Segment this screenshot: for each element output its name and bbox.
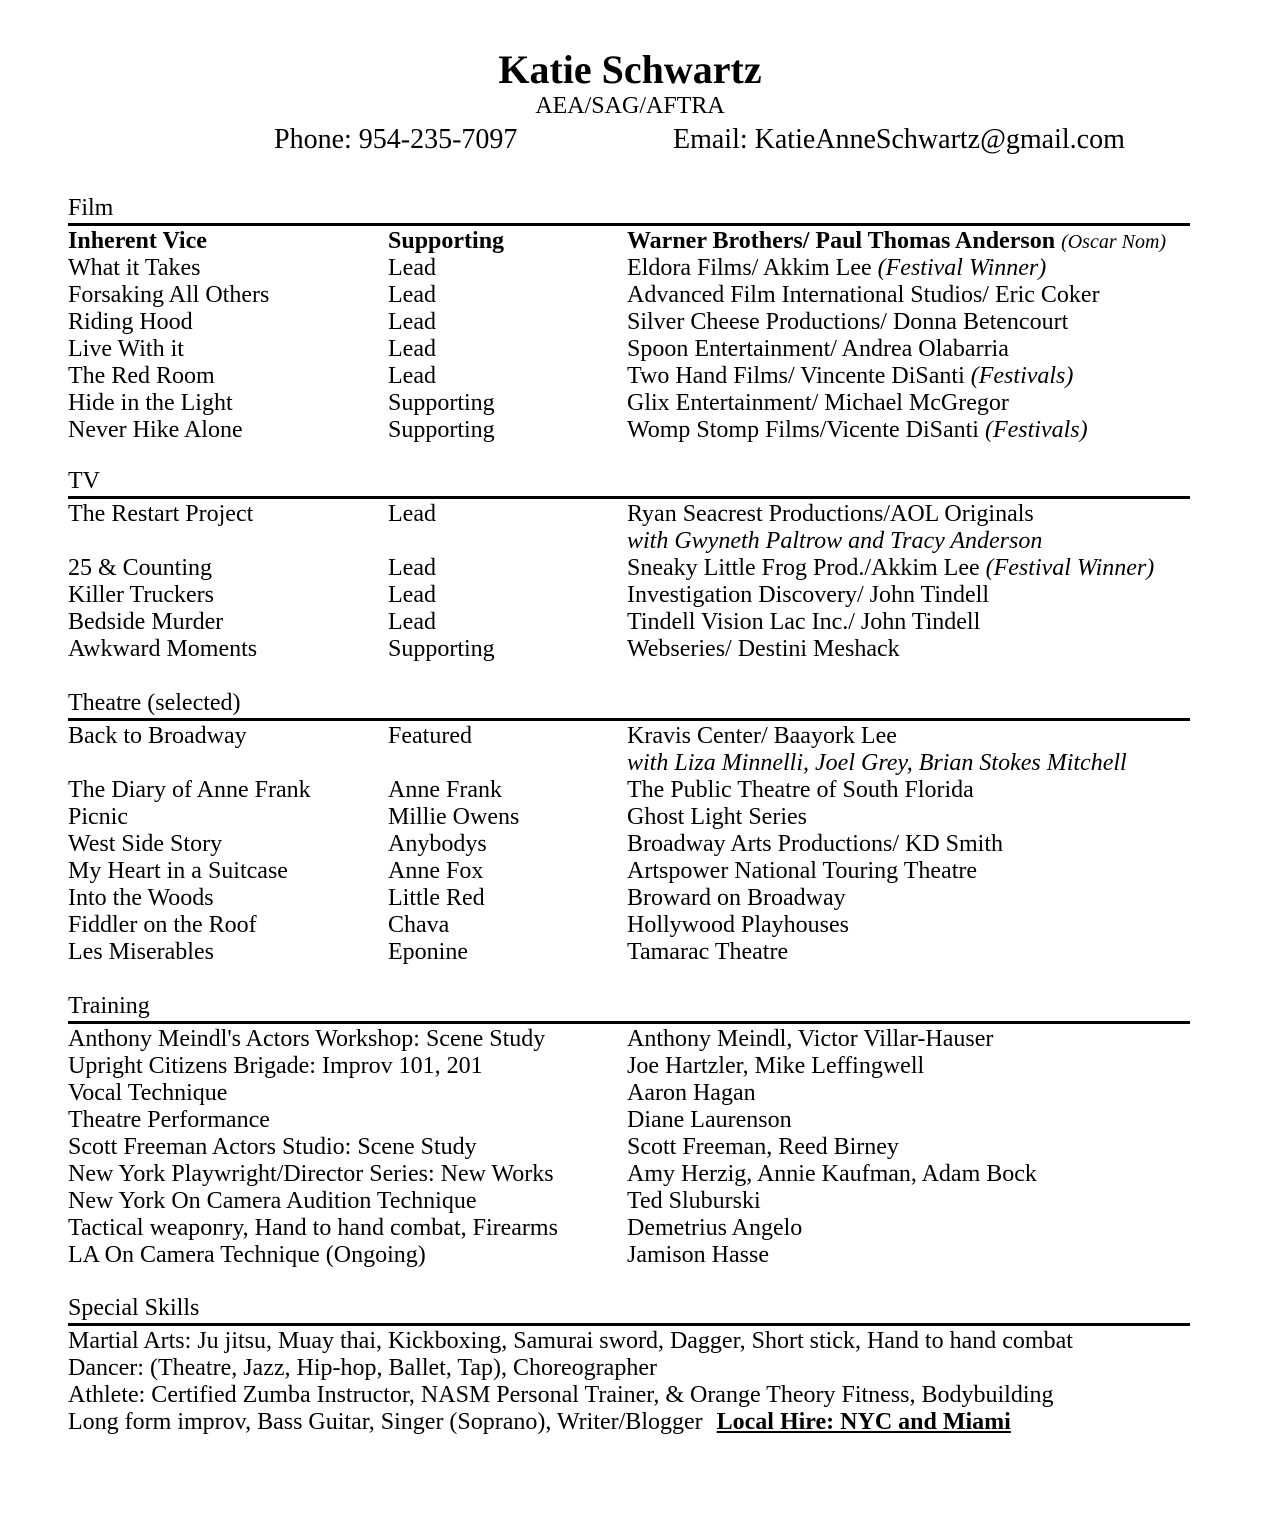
training-course: Theatre Performance <box>68 1107 270 1133</box>
credit-title: Forsaking All Others <box>68 282 270 308</box>
section-divider <box>68 496 1190 499</box>
credit-note: (Festivals) <box>970 363 1074 389</box>
theatre-row <box>68 804 1190 831</box>
credit-role: Lead <box>388 336 436 362</box>
credit-company: Tamarac Theatre <box>627 939 789 965</box>
email-contact: Email: KatieAnneSchwartz@gmail.com <box>673 124 1125 155</box>
phone-contact: Phone: 954-235-7097 <box>274 124 518 155</box>
credit-role: Anybodys <box>388 831 487 857</box>
credit-title: Bedside Murder <box>68 609 224 635</box>
credit-role: Lead <box>388 255 436 281</box>
film-row <box>68 363 1190 390</box>
training-teachers: Jamison Hasse <box>627 1242 769 1268</box>
credit-costars: with Gwyneth Paltrow and Tracy Anderson <box>627 528 1043 554</box>
theatre-row <box>68 885 1190 912</box>
credit-title: Never Hike Alone <box>68 417 243 443</box>
training-section <box>68 993 1190 1269</box>
training-teachers: Scott Freeman, Reed Birney <box>627 1134 899 1160</box>
training-course: Tactical weaponry, Hand to hand combat, Firearms <box>68 1215 558 1241</box>
credit-company: Sneaky Little Frog Prod./Akkim Lee <box>627 555 980 581</box>
credit-title: 25 & Counting <box>68 555 213 581</box>
section-divider <box>68 1323 1190 1326</box>
skills-section <box>68 1295 1190 1436</box>
credit-title: Inherent Vice <box>68 228 207 254</box>
credit-company: Spoon Entertainment/ Andrea Olabarria <box>627 336 1009 362</box>
section-title-training: Training <box>68 993 150 1019</box>
section-divider <box>68 718 1190 721</box>
section-title-skills: Special Skills <box>68 1295 200 1321</box>
tv-row <box>68 582 1190 609</box>
resume-name: Katie Schwartz <box>498 47 762 92</box>
credit-role: Lead <box>388 609 436 635</box>
credit-role: Lead <box>388 501 436 527</box>
credit-role: Lead <box>388 309 436 335</box>
credit-title: Picnic <box>68 804 128 830</box>
credit-title: Awkward Moments <box>68 636 258 662</box>
theatre-row <box>68 939 1190 966</box>
credit-role: Supporting <box>388 636 495 662</box>
film-row <box>68 390 1190 417</box>
theatre-row <box>68 912 1190 939</box>
credit-title: Les Miserables <box>68 939 214 965</box>
credit-title: What it Takes <box>68 255 201 281</box>
tv-row <box>68 609 1190 636</box>
credit-company: Artspower National Touring Theatre <box>627 858 978 884</box>
tv-section <box>68 468 1190 663</box>
skill-text: Long form improv, Bass Guitar, Singer (Soprano), Writer/Blogger <box>68 1409 703 1435</box>
training-course: New York Playwright/Director Series: New Works <box>68 1161 554 1187</box>
credit-company: Investigation Discovery/ John Tindell <box>627 582 989 608</box>
credit-role: Featured <box>388 723 472 749</box>
training-course: LA On Camera Technique (Ongoing) <box>68 1242 426 1268</box>
section-divider <box>68 223 1190 226</box>
film-row <box>68 417 1190 444</box>
credit-title: Hide in the Light <box>68 390 233 416</box>
local-hire-note: Local Hire: NYC and Miami <box>716 1409 1011 1435</box>
credit-company: Kravis Center/ Baayork Lee <box>627 723 897 749</box>
theatre-row <box>68 858 1190 885</box>
training-teachers: Amy Herzig, Annie Kaufman, Adam Bock <box>627 1161 1037 1187</box>
credit-title: Riding Hood <box>68 309 193 335</box>
credit-role: Lead <box>388 555 436 581</box>
training-row <box>68 1134 1190 1161</box>
credit-role: Supporting <box>388 228 505 254</box>
union-affiliations: AEA/SAG/AFTRA <box>535 93 725 119</box>
theatre-row <box>68 723 1190 777</box>
credit-note: (Festivals) <box>984 417 1088 443</box>
credit-company: The Public Theatre of South Florida <box>627 777 974 803</box>
credit-role: Little Red <box>388 885 485 911</box>
credit-title: West Side Story <box>68 831 223 857</box>
theatre-row <box>68 831 1190 858</box>
credit-company: Ghost Light Series <box>627 804 807 830</box>
film-row <box>68 282 1190 309</box>
training-teachers: Anthony Meindl, Victor Villar-Hauser <box>627 1026 994 1052</box>
credit-role: Supporting <box>388 417 495 443</box>
credit-company: Ryan Seacrest Productions/AOL Originals <box>627 501 1034 527</box>
credit-company: Glix Entertainment/ Michael McGregor <box>627 390 1009 416</box>
credit-role: Anne Frank <box>388 777 502 803</box>
theatre-section <box>68 690 1190 966</box>
credit-note: (Festival Winner) <box>877 255 1047 281</box>
tv-row <box>68 636 1190 663</box>
section-title-film: Film <box>68 195 114 221</box>
film-row <box>68 309 1190 336</box>
credit-company: Broadway Arts Productions/ KD Smith <box>627 831 1003 857</box>
credit-title: The Red Room <box>68 363 215 389</box>
training-course: Scott Freeman Actors Studio: Scene Study <box>68 1134 477 1160</box>
skill-line <box>68 1409 1190 1436</box>
skill-line: Dancer: (Theatre, Jazz, Hip-hop, Ballet, Tap), Choreographer <box>68 1355 657 1381</box>
theatre-row <box>68 777 1190 804</box>
skill-line: Athlete: Certified Zumba Instructor, NASM Personal Trainer, & Orange Theory Fitness, Bodybuilding <box>68 1382 1054 1408</box>
training-teachers: Aaron Hagan <box>627 1080 756 1106</box>
credit-role: Eponine <box>388 939 468 965</box>
credit-company: Broward on Broadway <box>627 885 846 911</box>
tv-row <box>68 501 1190 555</box>
training-teachers: Diane Laurenson <box>627 1107 792 1133</box>
credit-note: (Festival Winner) <box>985 555 1155 581</box>
credit-company: Advanced Film International Studios/ Eric Coker <box>627 282 1100 308</box>
credit-role: Lead <box>388 363 436 389</box>
training-course: New York On Camera Audition Technique <box>68 1188 477 1214</box>
credit-company: Silver Cheese Productions/ Donna Betencourt <box>627 309 1069 335</box>
section-title-tv: TV <box>68 468 100 494</box>
credit-company: Warner Brothers/ Paul Thomas Anderson <box>627 228 1056 254</box>
training-row <box>68 1188 1190 1215</box>
skill-line: Martial Arts: Ju jitsu, Muay thai, Kickboxing, Samurai sword, Dagger, Short stick, Hand to hand combat <box>68 1328 1073 1354</box>
training-row <box>68 1026 1190 1053</box>
credit-company: Eldora Films/ Akkim Lee <box>627 255 872 281</box>
credit-role: Lead <box>388 282 436 308</box>
training-row <box>68 1242 1190 1269</box>
credit-title: Back to Broadway <box>68 723 247 749</box>
credit-company: Womp Stomp Films/Vicente DiSanti <box>627 417 979 443</box>
training-row <box>68 1107 1190 1134</box>
credit-role: Anne Fox <box>388 858 484 884</box>
credit-title: Fiddler on the Roof <box>68 912 257 938</box>
film-row <box>68 228 1190 255</box>
film-row <box>68 255 1190 282</box>
credit-note: (Oscar Nom) <box>1061 231 1167 253</box>
credit-role: Lead <box>388 582 436 608</box>
section-divider <box>68 1021 1190 1024</box>
training-row <box>68 1215 1190 1242</box>
credit-title: Live With it <box>68 336 184 362</box>
credit-costars: with Liza Minnelli, Joel Grey, Brian Stokes Mitchell <box>627 750 1127 776</box>
credit-role: Millie Owens <box>388 804 520 830</box>
tv-row <box>68 555 1190 582</box>
credit-company: Two Hand Films/ Vincente DiSanti <box>627 363 965 389</box>
credit-title: My Heart in a Suitcase <box>68 858 288 884</box>
training-course: Upright Citizens Brigade: Improv 101, 201 <box>68 1053 483 1079</box>
credit-title: The Restart Project <box>68 501 254 527</box>
credit-role: Supporting <box>388 390 495 416</box>
credit-title: Killer Truckers <box>68 582 214 608</box>
credit-company: Webseries/ Destini Meshack <box>627 636 900 662</box>
credit-title: Into the Woods <box>68 885 214 911</box>
credit-role: Chava <box>388 912 450 938</box>
training-teachers: Ted Sluburski <box>627 1188 761 1214</box>
credit-company: Tindell Vision Lac Inc./ John Tindell <box>627 609 981 635</box>
training-teachers: Joe Hartzler, Mike Leffingwell <box>627 1053 925 1079</box>
training-row <box>68 1161 1190 1188</box>
training-row <box>68 1080 1190 1107</box>
training-course: Anthony Meindl's Actors Workshop: Scene Study <box>68 1026 546 1052</box>
section-title-theatre: Theatre (selected) <box>68 690 241 716</box>
training-course: Vocal Technique <box>68 1080 228 1106</box>
training-row <box>68 1053 1190 1080</box>
film-row <box>68 336 1190 363</box>
credit-title: The Diary of Anne Frank <box>68 777 311 803</box>
film-section <box>68 195 1190 444</box>
training-teachers: Demetrius Angelo <box>627 1215 803 1241</box>
credit-company: Hollywood Playhouses <box>627 912 849 938</box>
